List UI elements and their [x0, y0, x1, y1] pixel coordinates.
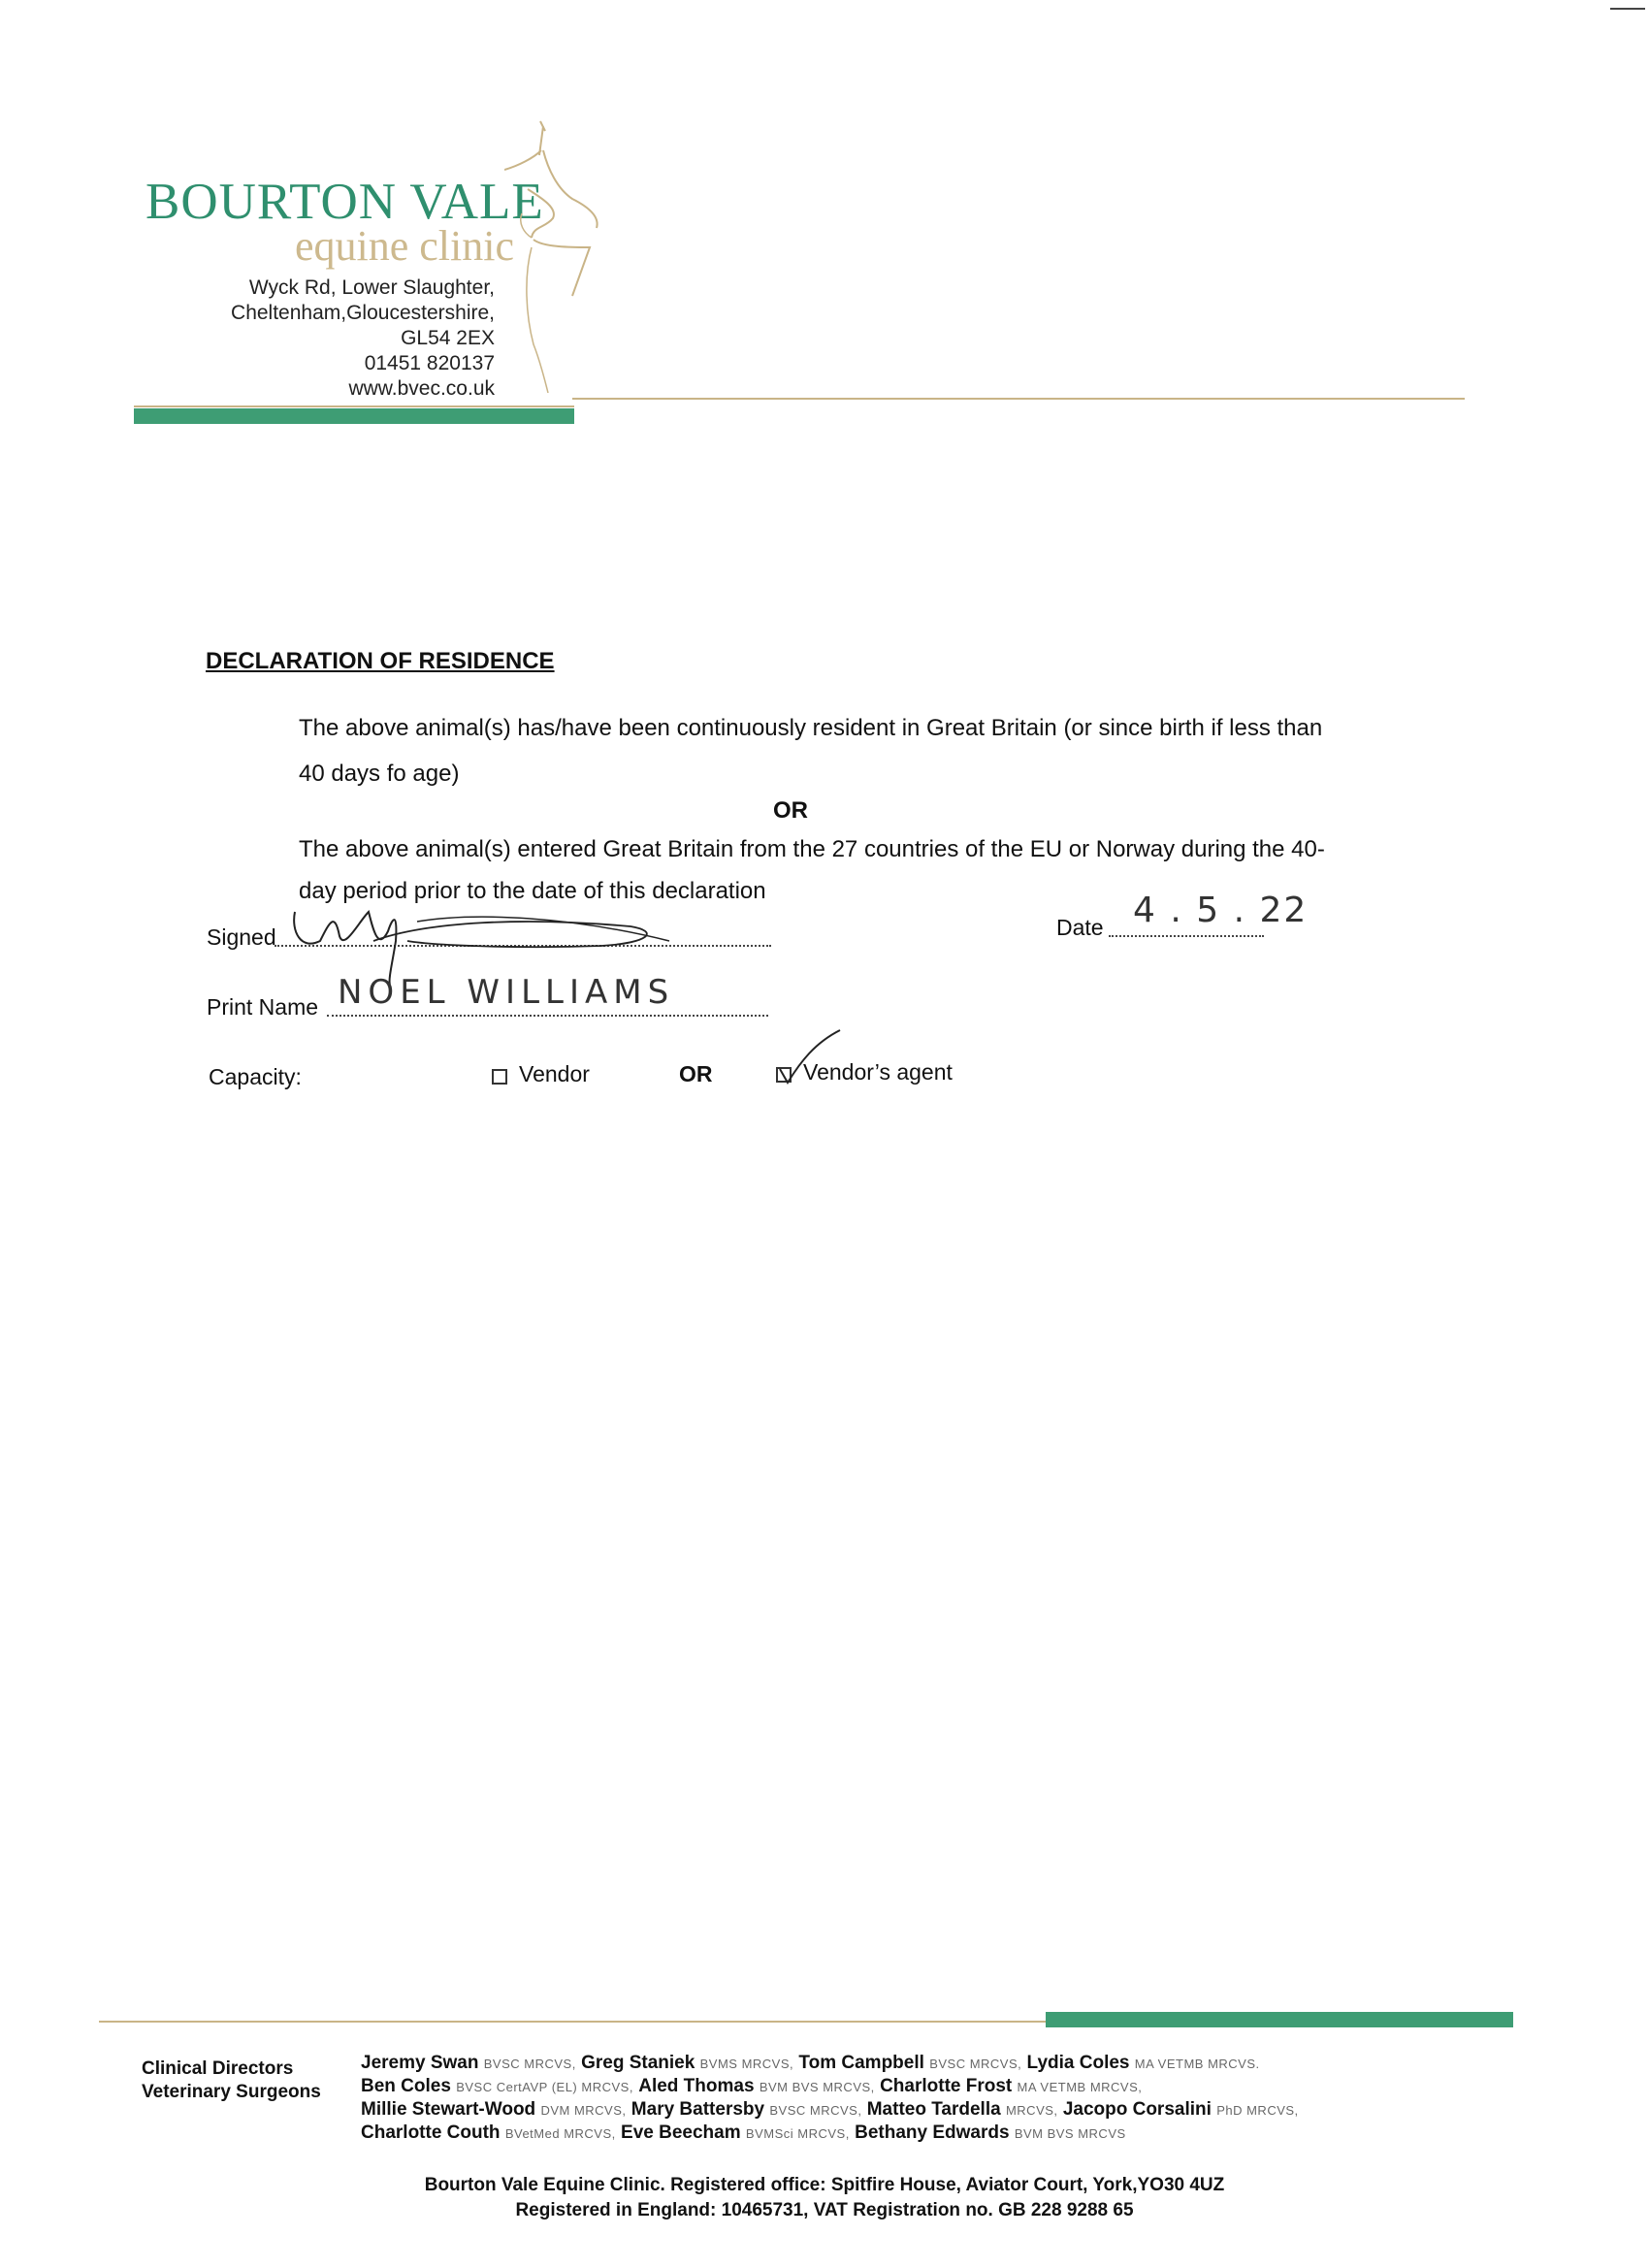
- staff-name: Bethany Edwards: [855, 2122, 1010, 2143]
- footer-divider: [99, 2021, 1046, 2023]
- staff-name: Charlotte Frost: [880, 2076, 1013, 2096]
- staff-name: Matteo Tardella: [866, 2099, 1001, 2120]
- edge-mark: [1610, 8, 1645, 10]
- staff-name: Jacopo Corsalini: [1062, 2099, 1212, 2120]
- staff-name: Jeremy Swan: [361, 2053, 479, 2073]
- or-separator: OR: [773, 797, 808, 824]
- staff-line-1: [361, 2053, 1260, 2074]
- registered-office: Bourton Vale Equine Clinic. Registered office: Spitfire House, Aviator Court, York,YO30 4UZ: [424, 2175, 1225, 2195]
- signed-label: Signed: [207, 924, 276, 950]
- staff-name: Millie Stewart-Wood: [361, 2099, 536, 2120]
- staff-qualification: BVMS MRCVS,: [699, 2057, 794, 2071]
- company-registration: Registered in England: 10465731, VAT Registration no. GB 228 9288 65: [515, 2200, 1134, 2220]
- staff-qualification: DVM MRCVS,: [540, 2103, 627, 2118]
- staff-name: Eve Beecham: [621, 2122, 741, 2143]
- staff-qualification: BVSC MRCVS,: [483, 2057, 576, 2071]
- staff-qualification: BVSC MRCVS,: [769, 2103, 862, 2118]
- staff-name: Charlotte Couth: [361, 2122, 501, 2143]
- staff-qualification: MRCVS,: [1005, 2103, 1058, 2118]
- staff-qualification: BVM BVS MRCVS: [1014, 2126, 1126, 2141]
- footer-green-bar: [1046, 2012, 1513, 2027]
- capacity-or: OR: [679, 1061, 713, 1086]
- staff-qualification: MA VETMB MRCVS,: [1017, 2080, 1143, 2094]
- address-line-2: Cheltenham,Gloucestershire,: [231, 302, 495, 324]
- para2-line1: The above animal(s) entered Great Britain from the 27 countries of the EU or Norway during the 40-: [299, 836, 1325, 862]
- horse-logo-icon: [504, 112, 611, 403]
- print-name-label: Print Name: [207, 994, 319, 1020]
- staff-qualification: MA VETMB MRCVS.: [1134, 2057, 1260, 2071]
- staff-line-3: [361, 2099, 1299, 2121]
- date-label: Date: [1056, 915, 1104, 940]
- staff-name: Tom Campbell: [798, 2053, 924, 2073]
- header-green-bar: [134, 408, 574, 424]
- address-website: www.bvec.co.uk: [348, 377, 495, 400]
- header-divider: [572, 398, 1465, 400]
- staff-name: Lydia Coles: [1026, 2053, 1130, 2073]
- vendor-label: Vendor: [519, 1061, 590, 1086]
- staff-qualification: PhD MRCVS,: [1216, 2103, 1299, 2118]
- vendor-checkbox[interactable]: [492, 1069, 507, 1089]
- date-field[interactable]: [1109, 935, 1264, 937]
- address-postcode: GL54 2EX: [401, 327, 495, 349]
- staff-name: Mary Battersby: [630, 2099, 765, 2120]
- staff-qualification: BVM BVS MRCVS,: [759, 2080, 875, 2094]
- staff-qualification: BVMSci MRCVS,: [745, 2126, 850, 2141]
- address-phone: 01451 820137: [364, 352, 495, 374]
- declaration-heading: DECLARATION OF RESIDENCE: [206, 648, 555, 674]
- para2-line2: day period prior to the date of this declaration: [299, 878, 766, 904]
- brand-subtitle: equine clinic: [294, 222, 514, 270]
- staff-qualification: BVSC CertAVP (EL) MRCVS,: [456, 2080, 633, 2094]
- header-bar-line: [134, 405, 574, 407]
- staff-name: Aled Thomas: [638, 2076, 755, 2096]
- staff-line-2: [361, 2076, 1142, 2097]
- staff-qualification: BVSC MRCVS,: [929, 2057, 1022, 2071]
- staff-line-4: [361, 2122, 1126, 2144]
- print-name-field[interactable]: [327, 1015, 768, 1017]
- vendors-agent-label: Vendor’s agent: [803, 1059, 953, 1085]
- print-name-handwritten-value: NOEL WILLIAMS: [338, 973, 675, 1012]
- para1-line1: The above animal(s) has/have been continuously resident in Great Britain (or since birth if less than: [299, 715, 1323, 741]
- para1-line2: 40 days fo age): [299, 761, 460, 787]
- address-line-1: Wyck Rd, Lower Slaughter,: [248, 276, 495, 299]
- brand-name: BOURTON VALE: [146, 174, 544, 230]
- staff-name: Greg Staniek: [581, 2053, 695, 2073]
- veterinary-surgeons-label: Veterinary Surgeons: [142, 2082, 321, 2102]
- staff-name: Ben Coles: [361, 2076, 451, 2096]
- capacity-label: Capacity:: [209, 1064, 302, 1089]
- staff-qualification: BVetMed MRCVS,: [504, 2126, 616, 2141]
- date-handwritten-value: 4 . 5 . 22: [1133, 891, 1309, 930]
- clinical-directors-label: Clinical Directors: [142, 2058, 294, 2079]
